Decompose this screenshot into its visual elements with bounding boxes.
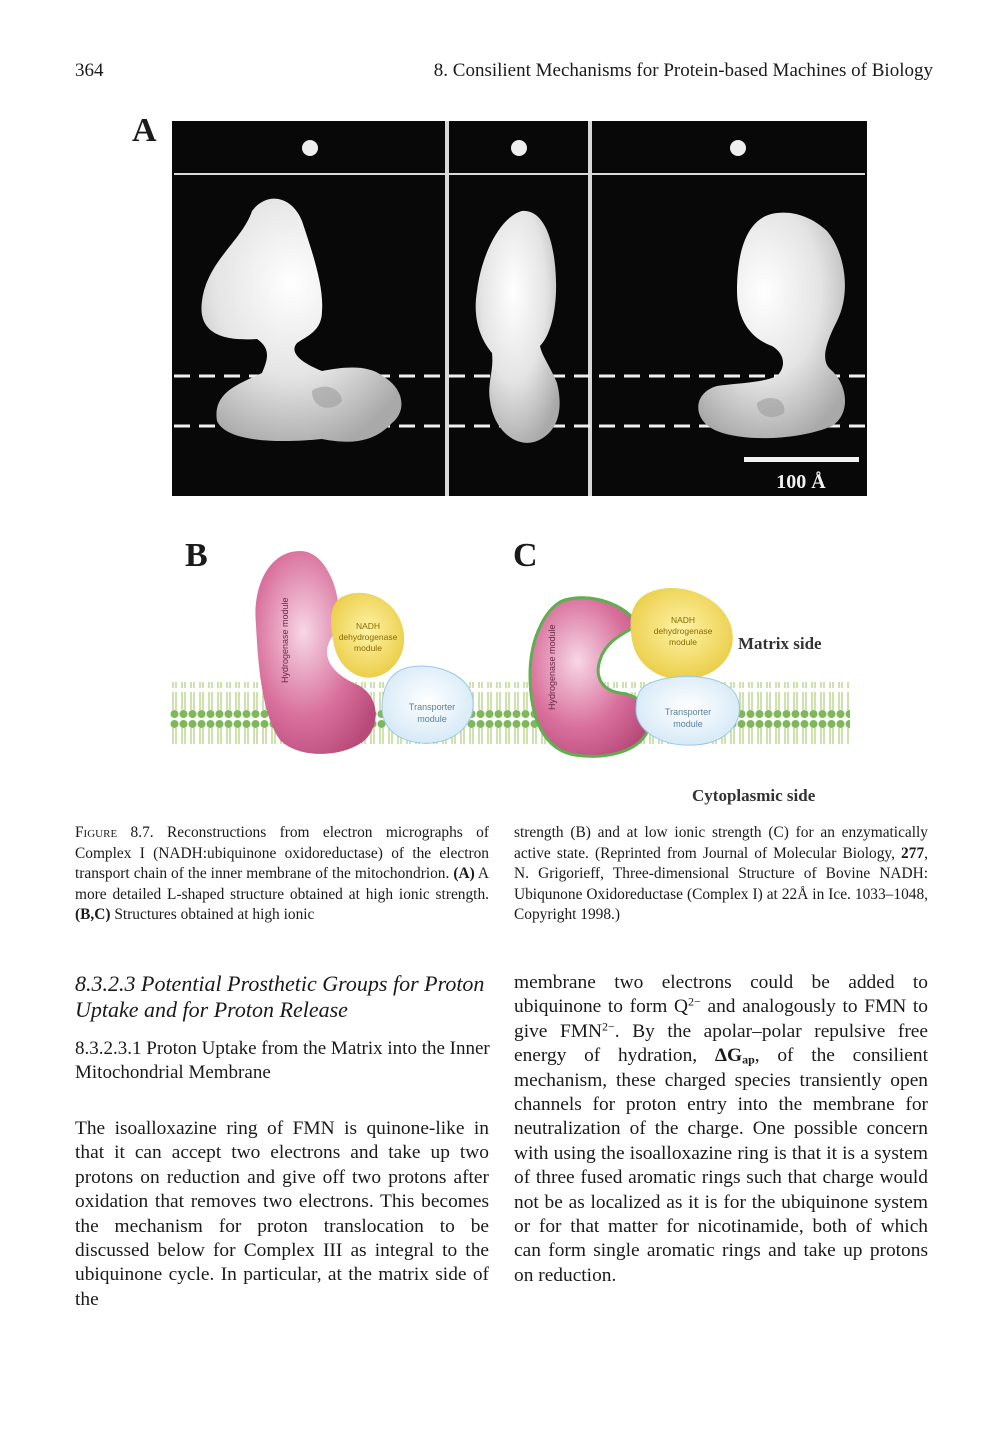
cytoplasmic-side-label: Cytoplasmic side [692,786,816,805]
nadh-label-c-1: NADH [670,615,696,625]
figure-a-label: A [132,112,157,149]
transporter-label-b-1: Transporter [408,702,456,712]
figure-caption-left: Figure 8.7. Reconstructions from electron micrographs of Complex I (NADH:ubiquinone oxidoreductase) of the electron transport chain of the inner membrane of the mitochondrion. (A) A more detailed L-shaped structure obtained at high ionic strength. (B,C) Structures obtained at high ionic [75,824,489,923]
nadh-label-c-3: module [669,637,697,647]
marker-dot [730,140,746,156]
running-head: 8. Consilient Mechanisms for Protein-based Machines of Biology [433,60,933,81]
body-text-right [514,971,928,1288]
figure-caption-right: strength (B) and at low ionic strength (C) for an enzymatically active state. (Reprinted from Journal of Molecular Biology, 277, N. Grigorieff, Three-dimensional Structure of Bovine NADH: Ubiqunone Oxidoreductase (Complex I) at 22Å in Ice. 1033–1048, Copyright 1998.) [514,824,928,923]
panel-divider-2 [588,121,592,496]
transporter-label-b-2: module [417,714,447,724]
nadh-label-b-1: NADH [355,621,381,631]
figure-b-label: B [185,537,208,574]
hydrogenase-label-b: Hydrogenase module [280,597,290,683]
body-text-left [75,1117,489,1312]
subsection-heading: 8.3.2.3.1 Proton Uptake from the Matrix into the Inner Mitochondrial Membrane [75,1038,490,1083]
scale-bar-label: 100 Å [776,471,826,493]
hydrogenase-label-c: Hydrogenase module [547,624,557,710]
figure-c-label: C [513,537,538,574]
scale-bar [744,457,859,462]
figure-a-micrographs [172,121,867,496]
marker-dot [302,140,318,156]
nadh-label-b-2: dehydrogenase [338,632,398,642]
caption-figure-label: Figure 8.7. [75,824,154,841]
section-heading: 8.3.2.3 Potential Prosthetic Groups for Proton Uptake and for Proton Release [75,971,485,1022]
matrix-side-label: Matrix side [738,634,822,653]
transporter-label-c-2: module [673,719,703,729]
page-number: 364 [75,60,104,81]
panel-divider-1 [445,121,449,496]
nadh-label-b-3: module [354,643,382,653]
transporter-label-c-1: Transporter [664,707,712,717]
paragraph: The isoalloxazine ring of FMN is quinone-like in that it can accept two electrons and take up two protons on reduction and give off two protons after oxidation that removes two electrons. This becomes the mechanism for proton translocation to be discussed below for Complex III as integral to the ubiquinone cycle. In particular, at the matrix side of the [75,1118,489,1310]
figure-bc-schematic [170,545,850,770]
paragraph: membrane two electrons could be added to ubiquinone to form $Q^{2-}$ and analogously to FMN to give $FMN^{2-}$. By the apolar–polar repulsive free energy of hydration, $\Delta G_{ap}$, of the consilient mechanism, these charged species transiently open channels for proton entry into the membrane for neutralization of the charge. One possible concern with using the isoalloxazine ring is that it is a system of three fused aromatic rings such that charge would not be as localized as it is for the ubiquinone system or for that matter for nicotinamide, both of which can form single aromatic rings and take up protons on reduction. [514,972,929,1286]
nadh-label-c-2: dehydrogenase [653,626,713,636]
panel-top-divider [174,173,865,175]
marker-dot [511,140,527,156]
